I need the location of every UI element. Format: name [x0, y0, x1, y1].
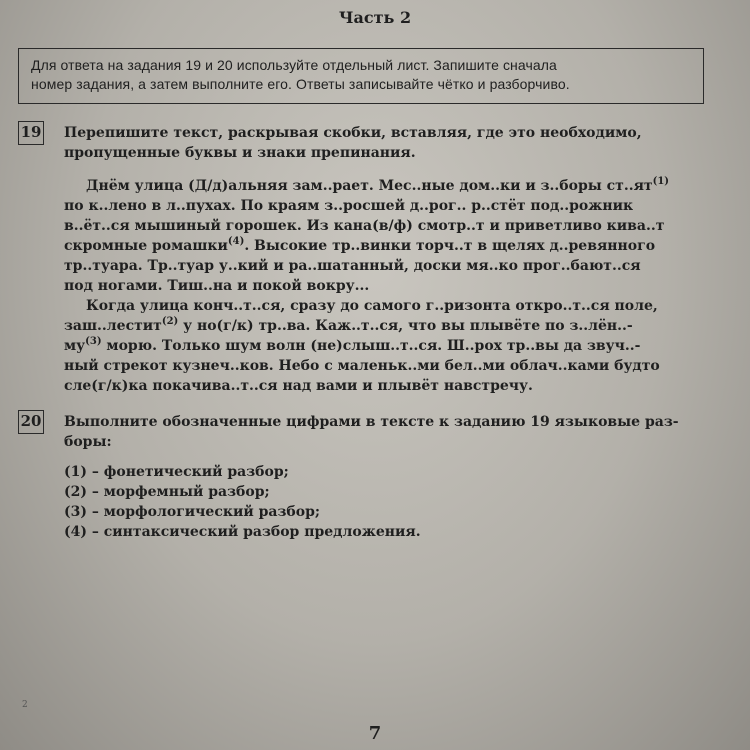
- mark-1: (1): [652, 176, 670, 187]
- text-line: скромные ромашки$^{(4)}$. Высокие тр..винки торч..т в щелях д..ревянного: [64, 236, 656, 254]
- text-line: $му^{(3)}$ морю. Только шум волн (не)слыш..т..ся. Ш..рох тр..вы да звуч..-: [64, 336, 641, 354]
- text-line: под ногами. Тиш..на и покой вокру...: [64, 278, 370, 294]
- text-line: Днём улица (Д/д)альняя зам..рает. Мес..ные дом..ки и з..боры $ст..ят^{(1)}$: [86, 176, 670, 194]
- instruction-box: [18, 48, 704, 104]
- text-line: сле(г/к)ка покачива..т..ся над вами и плывёт навстречу.: [64, 378, 533, 394]
- task-20-number: 20: [18, 410, 44, 434]
- list-item: (4) – синтаксический разбор предложения.: [64, 524, 421, 540]
- text-line: в..ёт..ся мышиный горошек. Из кана(в/ф) смотр..т и приветливо кива..т: [64, 218, 665, 234]
- task-19-prompt-line-1: Перепишите текст, раскрывая скобки, вставляя, где это необходимо,: [64, 125, 642, 141]
- list-item: (1) – фонетический разбор;: [64, 464, 289, 480]
- list-item: (2) – морфемный разбор;: [64, 484, 270, 500]
- part-title: Часть 2: [338, 8, 412, 27]
- mark-3: (3): [85, 336, 102, 347]
- page-number: 7: [368, 723, 382, 744]
- task-19-number: 19: [18, 121, 44, 145]
- text-line: по к..лено в л..пухах. По краям з..росшей д..рог.. р..стёт под..рожник: [64, 198, 634, 214]
- task-20-prompt-line-2: боры:: [64, 434, 112, 450]
- corner-mark: 2: [22, 700, 28, 710]
- instruction-line-2: номер задания, а затем выполните его. Ответы записывайте чётко и разборчиво.: [31, 76, 570, 92]
- task-19-prompt-line-2: пропущенные буквы и знаки препинания.: [64, 145, 416, 161]
- list-item: (3) – морфологический разбор;: [64, 504, 321, 520]
- task-20-list: [64, 462, 421, 542]
- text-line: заш..лестит$^{(2)}$ у но(г/к) тр..ва. Каж..т..ся, что вы плывёте по з..лён..-: [64, 316, 633, 334]
- mark-2: (2): [161, 316, 179, 327]
- task-20-prompt-line-1: Выполните обозначенные цифрами в тексте к заданию 19 языковые раз-: [64, 414, 679, 430]
- instruction-line-1: Для ответа на задания 19 и 20 используйте отдельный лист. Запишите сначала: [31, 57, 557, 73]
- task-19-text: [64, 176, 704, 396]
- text-line: тр..туара. Тр..туар у..кий и ра..шатанный, доски мя..ко прог..бают..ся: [64, 258, 641, 274]
- text-line: Когда улица конч..т..ся, сразу до самого г..ризонта откро..т..ся поле,: [86, 298, 658, 314]
- text-line: ный стрекот кузнеч..ков. Небо с маленьк..ми бел..ми облач..ками будто: [64, 358, 660, 374]
- mark-4: (4): [227, 236, 245, 247]
